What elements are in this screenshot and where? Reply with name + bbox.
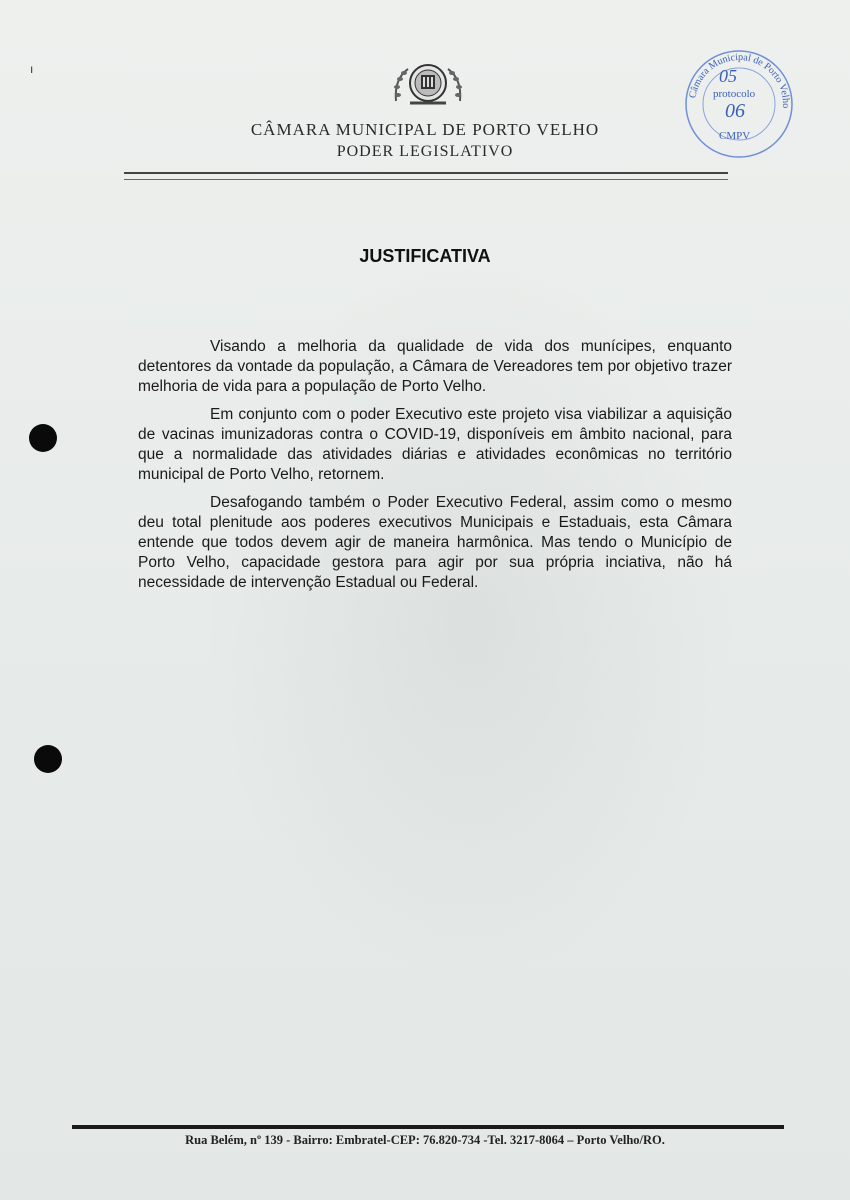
- document-title: JUSTIFICATIVA: [359, 246, 491, 266]
- institution-name: CÂMARA MUNICIPAL DE PORTO VELHO: [250, 120, 600, 139]
- stamp-line-4: CMPV: [719, 130, 751, 142]
- stamp-line-2: protocolo: [713, 88, 756, 100]
- paragraph-3: Desafogando também o Poder Executivo Federal, assim como o mesmo deu total plenitude aos poderes executivos Municipais e Estaduais, esta Câmara entende que todos devem agir de maneira harmônica. Mas tendo o Município de Porto Velho, capacidade gestora para agir por sua própria inciativa, não há necessidade de intervenção Estadual ou Federal.: [138, 494, 732, 591]
- document-body: [138, 337, 732, 601]
- punch-hole-bottom: [34, 745, 62, 773]
- protocol-stamp: [683, 48, 795, 160]
- stamp-line-3: 06: [725, 100, 745, 122]
- footer-address: Rua Belém, nº 139 - Bairro: Embratel-CEP: 76.820-734 -Tel. 3217-8064 – Porto Velho/RO.: [185, 1133, 665, 1147]
- municipal-seal-icon: [390, 55, 466, 111]
- stamp-circle-text: Câmara Municipal de Porto Velho: [687, 51, 792, 109]
- corner-mark: ı: [30, 62, 34, 76]
- stamp-line-1: 05: [719, 66, 737, 86]
- institution-subtitle: PODER LEGISLATIVO: [336, 143, 514, 160]
- paragraph-2: Em conjunto com o poder Executivo este projeto visa viabilizar a aquisição de vacinas imunizadoras contra o COVID-19, disponíveis em âmbito nacional, para que a normalidade das atividades diárias e atividades econômicas no território municipal de Porto Velho, retornem.: [138, 406, 732, 483]
- footer-divider: [72, 1125, 784, 1129]
- punch-hole-top: [29, 424, 57, 452]
- header-divider: [124, 172, 728, 180]
- paragraph-1: Visando a melhoria da qualidade de vida dos munícipes, enquanto detentores da vontade da população, a Câmara de Vereadores tem por objetivo trazer melhoria de vida para a população de Porto Velho.: [138, 338, 732, 395]
